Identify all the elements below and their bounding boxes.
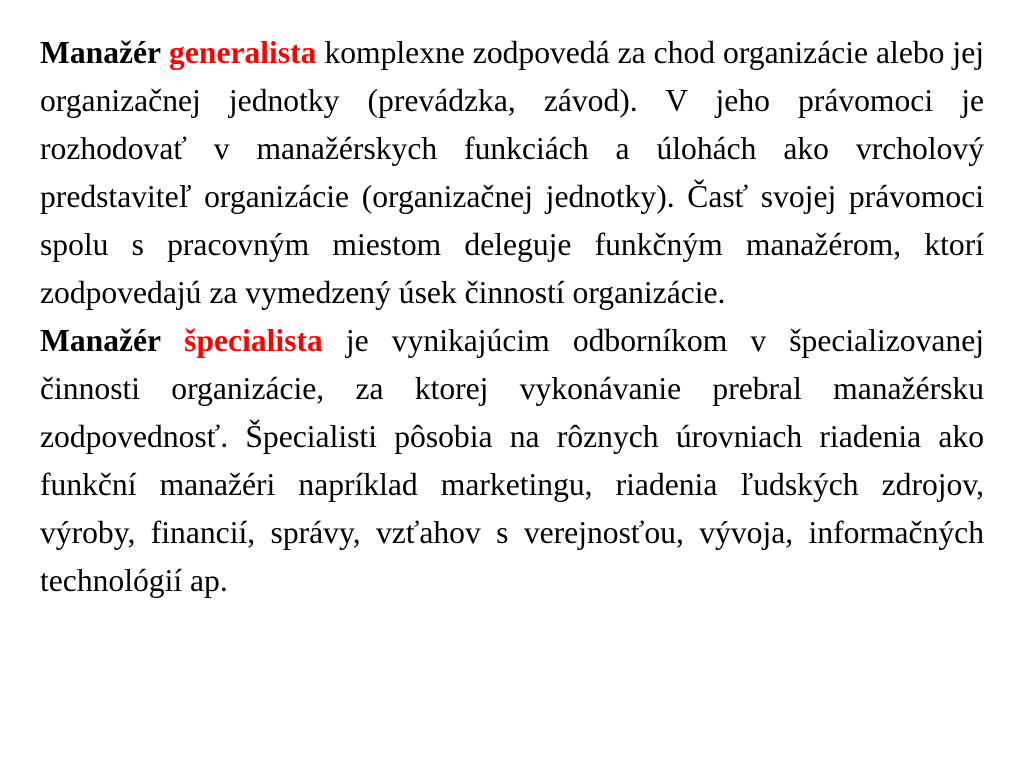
term-manager-specialist: Manažér bbox=[40, 323, 162, 358]
term-manager-generalist: Manažér bbox=[40, 35, 162, 70]
paragraph-generalist bbox=[40, 29, 984, 317]
text-specialist: je vynikajúcim odborníkom v špecializovanej činnosti organizácie, za ktorej vykonávanie prebral manažérsku zodpovednosť. Špecialisti pôsobia na rôznych úrovniach riadenia ako funkční manažéri napríklad marketingu, riadenia ľudských zdrojov, výroby, financií, správy, vzťahov s verejnosťou, vývoja, informačných technológií ap. bbox=[40, 323, 984, 598]
paragraph-specialist bbox=[40, 317, 984, 605]
highlight-specialist: špecialista bbox=[184, 323, 323, 358]
highlight-generalist: generalista bbox=[169, 35, 317, 70]
text-generalist: komplexne zodpovedá za chod organizácie alebo jej organizačnej jednotky (prevádzka, závod). V jeho právomoci je rozhodovať v manažérskych funkciách a úlohách ako vrcholový predstaviteľ organizácie (organizačnej jednotky). Časť svojej právomoci spolu s pracovným miestom deleguje funkčným manažérom, ktorí zodpovedajú za vymedzený úsek činností organizácie. bbox=[40, 35, 984, 310]
